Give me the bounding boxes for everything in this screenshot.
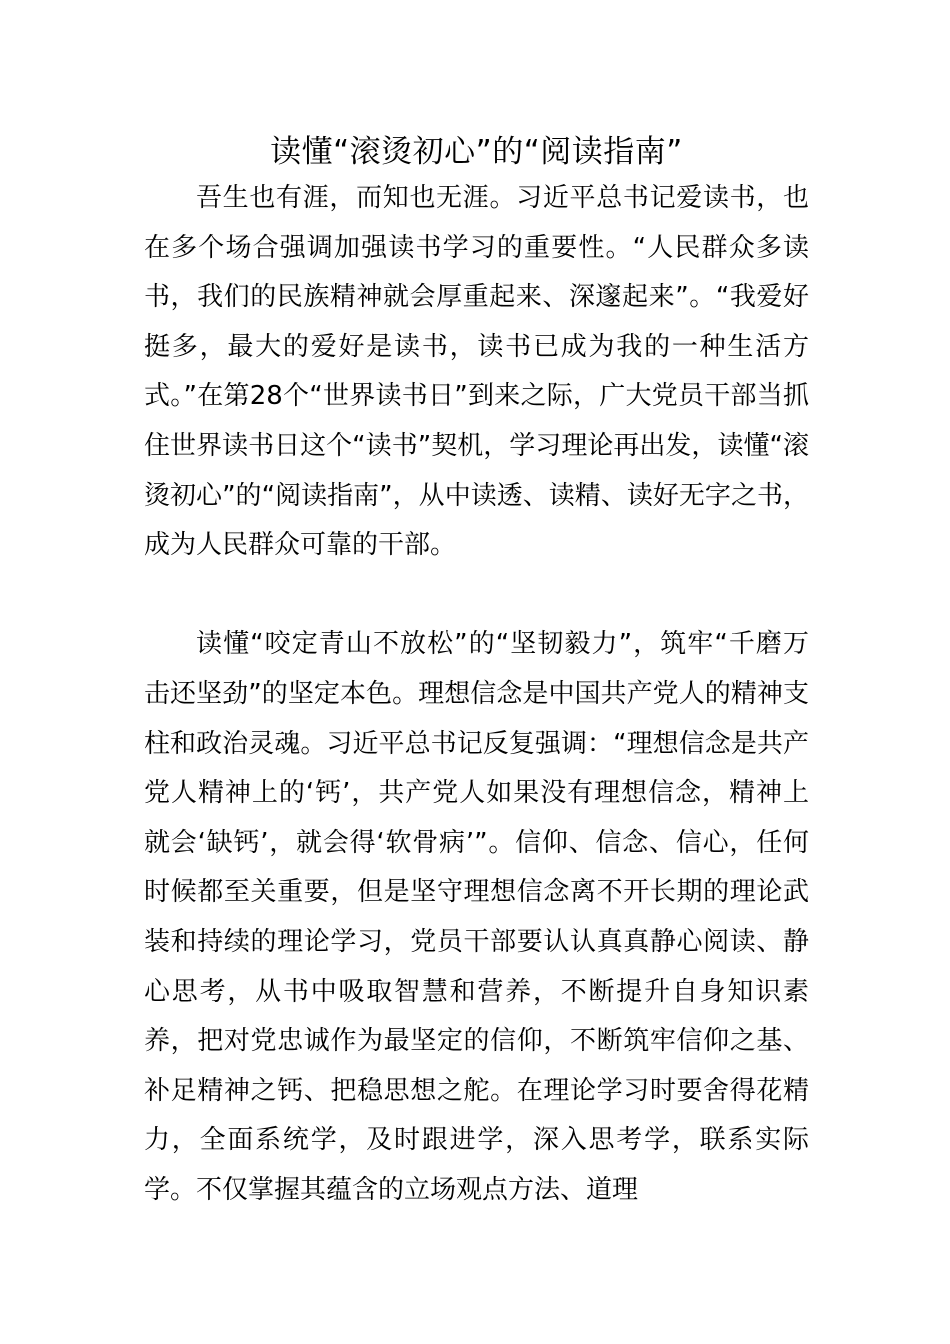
- document-title: 读懂“滚烫初心”的“阅读指南”: [270, 134, 683, 170]
- paragraph-intro: 吾生也有涯，而知也无涯。习近平总书记爱读书，也在多个场合强调加强读书学习的重要性。“人民群众多读书，我们的民族精神就会厚重起来、深邃起来”。“我爱好挺多，最大的爱好是读书，读书已成为我的一种生活方式。”在第28个“世界读书日”到来之际，广大党员干部当抓住世界读书日这个“读书”契机，学习理论再出发，读懂“滚烫初心”的“阅读指南”，从中读透、读精、读好无字之书，成为人民群众可靠的干部。: [144, 183, 809, 561]
- paragraph-spacer: [144, 571, 809, 621]
- document-page: [144, 127, 809, 1215]
- paragraph-body: 读懂“咬定青山不放松”的“坚韧毅力”，筑牢“千磨万击还坚劲”的坚定本色。理想信念是中国共产党人的精神支柱和政治灵魂。习近平总书记反复强调：“理想信念是共产党人精神上的‘钙’，共产党人如果没有理想信念，精神上就会‘缺钙’，就会得‘软骨病’”。信仰、信念、信心，任何时候都至关重要，但是坚守理想信念离不开长期的理论武装和持续的理论学习，党员干部要认认真真静心阅读、静心思考，从书中吸取智慧和营养，不断提升自身知识素养，把对党忠诚作为最坚定的信仰，不断筑牢信仰之基、补足精神之钙、把稳思想之舵。在理论学习时要舍得花精力，全面系统学，及时跟进学，深入思考学，联系实际学。不仅掌握其蕴含的立场观点方法、道理: [144, 629, 809, 1205]
